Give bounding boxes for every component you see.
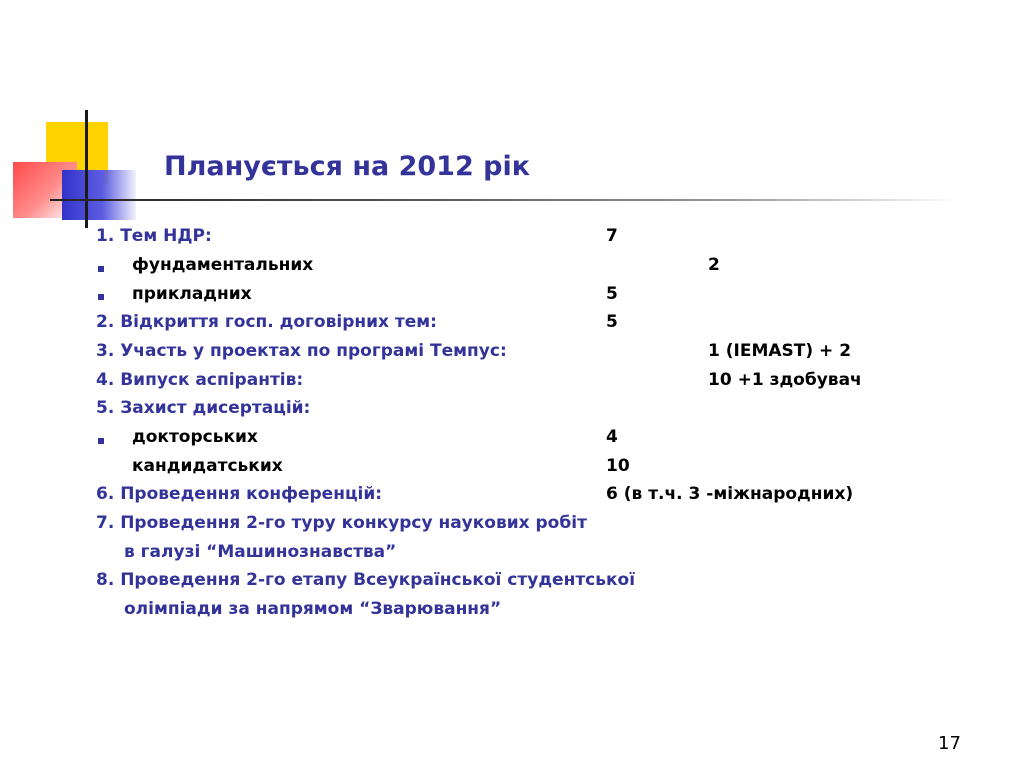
item-8-line2: олімпіади за напрямом “Зварювання” xyxy=(124,599,502,619)
item-7-line1: 7. Проведення 2-го туру конкурсу наукових робіт xyxy=(96,513,587,533)
item-7-line2: в галузі “Машинознавства” xyxy=(124,542,397,562)
bullet-icon xyxy=(98,266,104,272)
item-5a-value: 4 xyxy=(606,427,618,447)
bullet-icon xyxy=(98,294,104,300)
item-2-value: 5 xyxy=(606,312,618,332)
item-8-line1: 8. Проведення 2-го етапу Всеукраїнської студентської xyxy=(96,570,636,590)
item-6-value: 6 (в т.ч. 3 -міжнародних) xyxy=(606,484,854,504)
item-5a-label: докторських xyxy=(132,427,258,447)
item-1-value: 7 xyxy=(606,226,618,246)
item-5b-label: кандидатських xyxy=(132,456,283,476)
item-4-label: 4. Випуск аспірантів: xyxy=(96,370,304,390)
item-2-label: 2. Відкриття госп. договірних тем: xyxy=(96,312,437,332)
item-1a-label: фундаментальних xyxy=(132,255,314,275)
item-1b-label: прикладних xyxy=(132,284,252,304)
page-number: 17 xyxy=(938,733,961,754)
bullet-icon xyxy=(98,438,104,444)
title-underline xyxy=(50,199,960,201)
item-1-label: 1. Тем НДР: xyxy=(96,226,212,246)
slide-title: Планується на 2012 рік xyxy=(164,151,531,182)
item-5-label: 5. Захист дисертацій: xyxy=(96,398,311,418)
item-3-value: 1 (IEMAST) + 2 xyxy=(708,341,852,361)
item-4-value: 10 +1 здобувач xyxy=(708,370,862,390)
item-6-label: 6. Проведення конференцій: xyxy=(96,484,383,504)
item-1b-value: 5 xyxy=(606,284,618,304)
decor-blue-square xyxy=(62,170,136,220)
item-5b-value: 10 xyxy=(606,456,630,476)
decor-vertical-line xyxy=(85,110,88,228)
item-1a-value: 2 xyxy=(708,255,720,275)
item-3-label: 3. Участь у проектах по програмі Темпус: xyxy=(96,341,507,361)
